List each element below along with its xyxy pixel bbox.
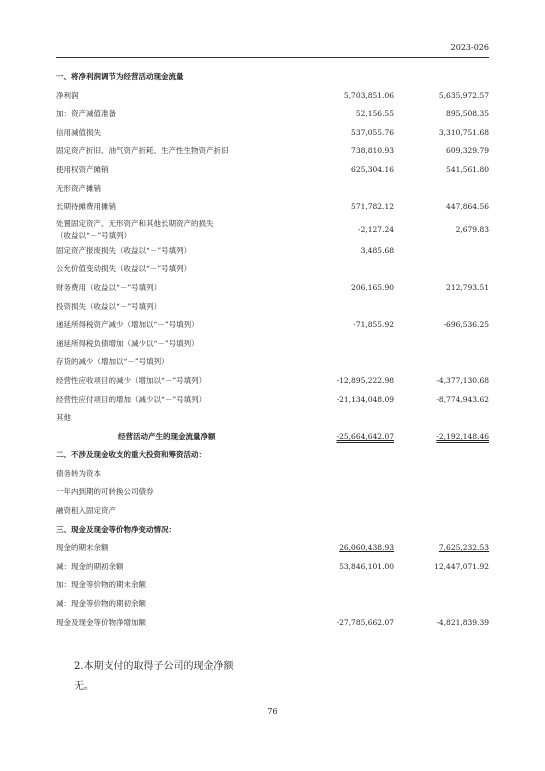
row-label: 加：现金等价物的期末余额 (56, 580, 146, 590)
row-label: 公允价值变动损失（收益以“－”号填列） (56, 264, 192, 274)
total-row (56, 428, 489, 447)
prior-period-value: -4,377,130.68 (436, 375, 489, 385)
current-period-value: 206,165.90 (351, 282, 394, 292)
table-row (56, 614, 489, 633)
current-period-value: 738,810.93 (351, 146, 394, 156)
prior-period-value: 2,679.83 (455, 224, 489, 234)
row-label: 减：现金的期初余额 (56, 561, 124, 571)
row-label: 融资租入固定资产 (56, 506, 116, 516)
table-row (56, 353, 489, 372)
current-period-value: -2,127.24 (358, 224, 394, 234)
current-period-value: 53,846,101.00 (339, 561, 394, 571)
footnote-heading: 2.本期支付的取得子公司的现金净额 (74, 661, 234, 672)
current-period-value: 571,782.12 (351, 202, 394, 212)
row-label: 一、将净利润调节为经营活动现金流量 (56, 72, 184, 81)
row-label: 财务费用（收益以“－”号填列） (56, 282, 162, 292)
row-label (56, 218, 214, 242)
row-label: 经营性应付项目的增加（减少以“－”号填列） (56, 394, 207, 404)
current-period-value: 3,485.68 (360, 245, 394, 255)
prior-period-value: -2,192,148.46 (436, 431, 489, 441)
prior-period-value: 12,447,071.92 (434, 561, 489, 571)
prior-period-value: -696,536.25 (443, 320, 489, 330)
row-label: 其他 (56, 413, 71, 423)
table-row (56, 316, 489, 335)
row-label: 信用减值损失 (56, 127, 101, 137)
row-label: 投资损失（收益以“－”号填列） (56, 301, 162, 311)
table-row (56, 595, 489, 614)
current-period-value: 625,304.16 (351, 164, 394, 174)
table-row (56, 217, 489, 242)
current-period-value: -25,664,642.07 (336, 431, 394, 441)
prior-period-value: -8,774,943.62 (436, 394, 489, 404)
row-label: 无形资产摊销 (56, 183, 101, 193)
row-label: 存货的减少（增加以“－”号填列） (56, 357, 169, 367)
table-row (56, 576, 489, 595)
table-row (56, 161, 489, 180)
prior-period-value: -4,821,839.39 (436, 617, 489, 627)
table-row (56, 124, 489, 143)
prior-period-value: 541,561.80 (446, 164, 489, 174)
current-period-value: 52,156.55 (355, 109, 394, 119)
row-label: 现金的期末余额 (56, 543, 109, 553)
row-label: 三、现金及现金等价物净变动情况： (56, 524, 176, 534)
table-row (56, 105, 489, 124)
current-period-value: -12,895,222.98 (336, 375, 394, 385)
table-row (56, 539, 489, 558)
current-period-value: 26,060,438.93 (339, 543, 394, 553)
table-row (56, 180, 489, 199)
table-row (56, 409, 489, 428)
prior-period-value: 212,793.51 (446, 282, 489, 292)
footnote-answer: 无。 (74, 681, 94, 692)
row-label: 固定资产报废损失（收益以“－”号填列） (56, 245, 192, 255)
row-label: 长期待摊费用摊销 (56, 202, 116, 212)
page-number: 76 (267, 707, 278, 716)
current-period-value: -27,785,662.07 (336, 617, 394, 627)
current-period-value: 5,703,851.06 (343, 90, 394, 100)
row-label: 经营性应收项目的减少（增加以“－”号填列） (56, 375, 207, 385)
table-row (56, 465, 489, 484)
table-row (56, 502, 489, 521)
row-label: 递延所得税负债增加（减少以“－”号填列） (56, 338, 199, 348)
row-label: 债务转为资本 (56, 468, 101, 478)
prior-period-value: 3,310,751.68 (438, 127, 489, 137)
prior-period-value: 447,864.56 (446, 202, 489, 212)
row-label: 加：资产减值准备 (56, 109, 116, 119)
table-row (56, 198, 489, 217)
section-heading (56, 521, 489, 540)
row-label: 减：现金等价物的期初余额 (56, 599, 146, 609)
table-row (56, 391, 489, 410)
table-row (56, 372, 489, 391)
table-row (56, 279, 489, 298)
current-period-value: 537,055.76 (351, 127, 394, 137)
row-label: 使用权资产摊销 (56, 164, 109, 174)
table-row (56, 298, 489, 317)
table-row (56, 558, 489, 577)
row-label: 二、不涉及现金收支的重大投资和筹资活动： (56, 450, 206, 460)
prior-period-value: 609,329.79 (446, 146, 489, 156)
table-row (56, 87, 489, 106)
header-divider (56, 57, 489, 58)
cash-flow-supplement-table (56, 68, 489, 632)
table-row (56, 483, 489, 502)
row-label: 现金及现金等价物净增加额 (56, 617, 146, 627)
table-row (56, 242, 489, 261)
prior-period-value: 5,635,972.57 (438, 90, 489, 100)
section-heading (56, 68, 489, 87)
row-label: 净利润 (56, 90, 79, 100)
current-period-value: -21,134,048.09 (336, 394, 394, 404)
row-label-line2: （收益以“－”号填列） (56, 230, 132, 240)
row-label-line1: 处置固定资产、无形资产和其他长期资产的损失 (56, 218, 214, 228)
prior-period-value: 895,508.35 (446, 109, 489, 119)
section-heading (56, 446, 489, 465)
row-label: 递延所得税资产减少（增加以“－”号填列） (56, 320, 199, 330)
row-label: 经营活动产生的现金流量净额 (118, 431, 216, 441)
table-row (56, 335, 489, 354)
row-label: 一年内到期的可转换公司债券 (56, 487, 154, 497)
prior-period-value: 7,625,232.53 (438, 543, 489, 553)
row-label: 固定资产折旧、油气资产折耗、生产性生物资产折旧 (56, 146, 229, 156)
document-code: 2023-026 (450, 43, 489, 52)
table-row (56, 142, 489, 161)
current-period-value: -71,855.92 (353, 320, 394, 330)
table-row (56, 260, 489, 279)
